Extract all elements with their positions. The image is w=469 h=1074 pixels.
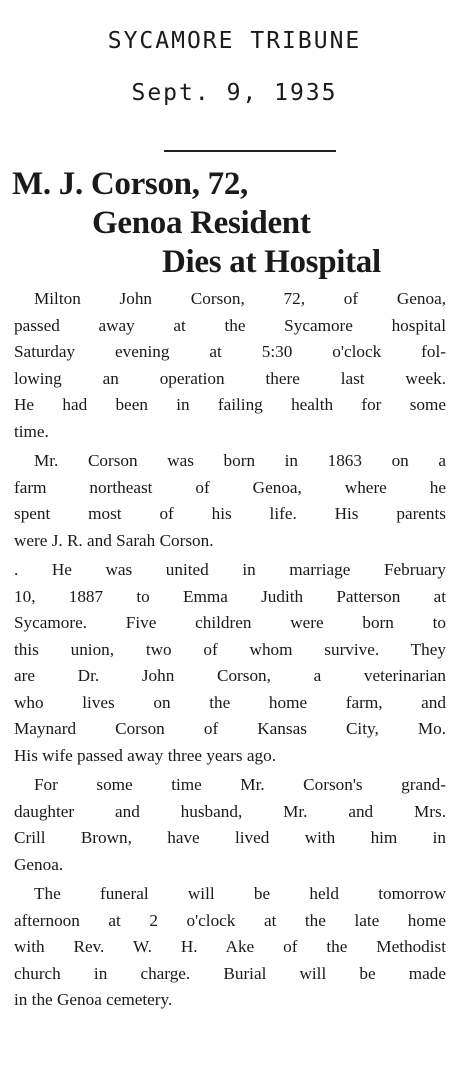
text-line: lowing an operation there last week. bbox=[14, 368, 446, 388]
headline-line-2: Genoa Resident bbox=[92, 205, 311, 241]
text-line: 10, 1887 to Emma Judith Patterson at bbox=[14, 586, 446, 606]
text-line: who lives on the home farm, and bbox=[14, 692, 446, 712]
text-line: Crill Brown, have lived with him in bbox=[14, 828, 446, 847]
paragraph-4 bbox=[14, 772, 446, 878]
text-line: . He was united in marriage February bbox=[14, 560, 446, 579]
paragraph-5 bbox=[14, 881, 446, 1014]
text-line: Maynard Corson of Kansas City, Mo. bbox=[14, 719, 446, 738]
text-line: with Rev. W. H. Ake of the Methodist bbox=[14, 937, 446, 956]
text-line: are Dr. John Corson, a veterinarian bbox=[14, 666, 446, 685]
text-line: time. bbox=[14, 421, 49, 441]
text-line: in the Genoa cemetery. bbox=[14, 990, 173, 1009]
text-line: Mr. Corson was born in 1863 on a bbox=[34, 451, 446, 470]
text-line: Sycamore. Five children were born to bbox=[14, 613, 446, 632]
paragraph-1 bbox=[14, 286, 446, 445]
newspaper-name: SYCAMORE TRIBUNE bbox=[107, 28, 362, 54]
text-line: He had been in failing health for some bbox=[14, 395, 446, 414]
text-line: were J. R. and Sarah Corson. bbox=[14, 530, 214, 550]
text-line: daughter and husband, Mr. and Mrs. bbox=[14, 801, 446, 821]
text-line: Saturday evening at 5:30 o'clock fol- bbox=[14, 342, 446, 361]
publication-date: Sept. 9, 1935 bbox=[131, 80, 338, 106]
text-line: afternoon at 2 o'clock at the late home bbox=[14, 910, 446, 930]
article-body bbox=[14, 286, 446, 1017]
text-line: The funeral will be held tomorrow bbox=[34, 884, 446, 903]
paragraph-2 bbox=[14, 448, 446, 554]
paragraph-3 bbox=[14, 557, 446, 769]
text-line: For some time Mr. Corson's grand- bbox=[34, 775, 446, 794]
headline-line-3: Dies at Hospital bbox=[162, 244, 381, 280]
text-line: His wife passed away three years ago. bbox=[14, 745, 277, 765]
text-line: Genoa. bbox=[14, 854, 64, 874]
headline-line-1: M. J. Corson, 72, bbox=[12, 166, 248, 202]
text-line: farm northeast of Genoa, where he bbox=[14, 477, 446, 497]
text-line: passed away at the Sycamore hospital bbox=[14, 315, 446, 335]
text-line: church in charge. Burial will be made bbox=[14, 963, 446, 983]
text-line: Milton John Corson, 72, of Genoa, bbox=[34, 289, 446, 308]
text-line: this union, two of whom survive. They bbox=[14, 639, 446, 659]
headline-divider bbox=[164, 150, 336, 152]
text-line: spent most of his life. His parents bbox=[14, 504, 446, 523]
